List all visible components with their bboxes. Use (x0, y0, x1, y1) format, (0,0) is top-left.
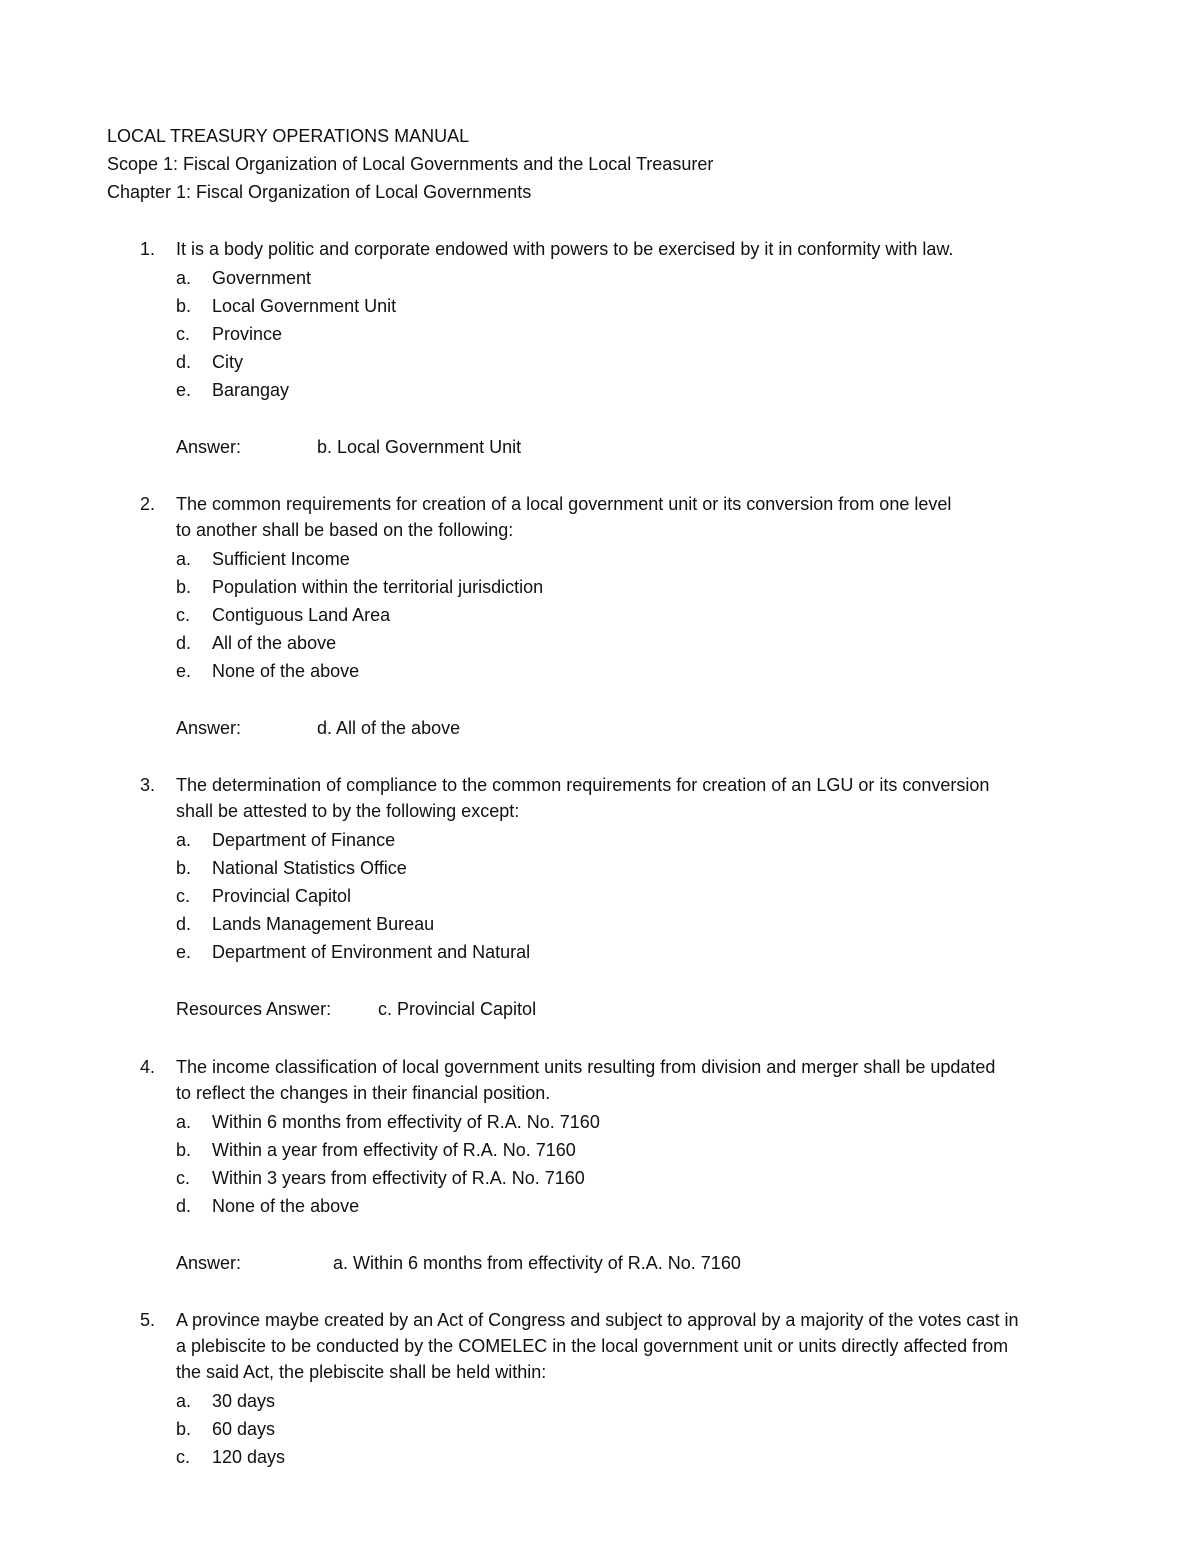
option-letter: c. (176, 324, 191, 344)
option-letter: c. (176, 605, 191, 625)
option-letter: a. (176, 1391, 192, 1411)
document-title: LOCAL TREASURY OPERATIONS MANUAL (107, 126, 470, 146)
option-item (140, 376, 1130, 404)
option-text: Department of Finance (212, 830, 396, 850)
question-line: The income classification of local government units resulting from division and merger shall be updated (176, 1057, 996, 1077)
option-list (140, 264, 1130, 404)
question-number: 3. (140, 775, 156, 795)
question-5 (140, 1307, 1130, 1471)
option-item (140, 938, 1130, 966)
question-line: It is a body politic and corporate endowed with powers to be exercised by it in conformity with law. (176, 239, 954, 259)
option-letter: a. (176, 1112, 192, 1132)
option-item (140, 882, 1130, 910)
answer-line (140, 433, 1130, 461)
option-letter: a. (176, 268, 192, 288)
answer-text: c. Provincial Capitol (378, 999, 537, 1019)
question-line: shall be attested to by the following except: (176, 801, 520, 821)
option-item (140, 854, 1130, 882)
answer-text: a. Within 6 months from effectivity of R.A. No. 7160 (333, 1253, 741, 1273)
option-text: None of the above (212, 661, 360, 681)
option-text: Provincial Capitol (212, 886, 352, 906)
option-item (140, 545, 1130, 573)
option-text: 30 days (212, 1391, 276, 1411)
question-text (176, 1054, 1130, 1106)
option-item (140, 1387, 1130, 1415)
option-letter: b. (176, 577, 192, 597)
option-list (140, 1108, 1130, 1220)
option-letter: e. (176, 661, 192, 681)
option-letter: c. (176, 1447, 191, 1467)
option-item (140, 573, 1130, 601)
option-text: Within 3 years from effectivity of R.A. No. 7160 (212, 1168, 585, 1188)
answer-label: Answer: (176, 1253, 242, 1273)
option-letter: b. (176, 1140, 192, 1160)
option-item (140, 320, 1130, 348)
question-text (176, 772, 1130, 824)
option-text: National Statistics Office (212, 858, 407, 878)
option-letter: e. (176, 380, 192, 400)
option-letter: d. (176, 914, 192, 934)
answer-text: d. All of the above (317, 718, 461, 738)
option-item (140, 1415, 1130, 1443)
option-text: None of the above (212, 1196, 360, 1216)
option-letter: d. (176, 1196, 192, 1216)
option-item (140, 264, 1130, 292)
answer-line (140, 995, 1130, 1023)
option-item (140, 1136, 1130, 1164)
option-item (140, 910, 1130, 938)
option-text: Within a year from effectivity of R.A. No. 7160 (212, 1140, 576, 1160)
question-text (176, 236, 1130, 262)
chapter-heading: Chapter 1: Fiscal Organization of Local Governments (107, 182, 532, 202)
answer-label: Answer: (176, 437, 242, 457)
option-item (140, 348, 1130, 376)
question-line: The common requirements for creation of a local government unit or its conversion from one level (176, 494, 952, 514)
option-text: Population within the territorial jurisdiction (212, 577, 544, 597)
option-item (140, 1192, 1130, 1220)
scope-heading: Scope 1: Fiscal Organization of Local Governments and the Local Treasurer (107, 154, 714, 174)
option-list (140, 1387, 1130, 1471)
option-letter: e. (176, 942, 192, 962)
option-text: Government (212, 268, 312, 288)
option-text: Department of Environment and Natural (212, 942, 531, 962)
option-list (140, 826, 1130, 966)
question-1 (140, 236, 1130, 461)
question-line: to reflect the changes in their financial position. (176, 1083, 551, 1103)
option-text: All of the above (212, 633, 337, 653)
option-letter: d. (176, 633, 192, 653)
question-line: The determination of compliance to the common requirements for creation of an LGU or its conversion (176, 775, 990, 795)
option-item (140, 1108, 1130, 1136)
option-item (140, 1164, 1130, 1192)
option-letter: d. (176, 352, 192, 372)
question-line: the said Act, the plebiscite shall be held within: (176, 1362, 547, 1382)
option-letter: b. (176, 296, 192, 316)
question-text (176, 491, 1130, 543)
option-item (140, 601, 1130, 629)
question-2 (140, 491, 1130, 742)
question-line: a plebiscite to be conducted by the COMELEC in the local government unit or units directly affected from (176, 1336, 1009, 1356)
option-letter: a. (176, 549, 192, 569)
option-text: Sufficient Income (212, 549, 350, 569)
answer-line (140, 714, 1130, 742)
option-letter: b. (176, 858, 192, 878)
option-letter: c. (176, 1168, 191, 1188)
answer-label: Answer: (176, 718, 242, 738)
answer-line (140, 1249, 1130, 1277)
option-text: 120 days (212, 1447, 286, 1467)
answer-text: b. Local Government Unit (317, 437, 522, 457)
option-item (140, 292, 1130, 320)
option-item (140, 826, 1130, 854)
option-letter: a. (176, 830, 192, 850)
question-number: 4. (140, 1057, 156, 1077)
option-item (140, 1443, 1130, 1471)
option-list (140, 545, 1130, 685)
option-letter: c. (176, 886, 191, 906)
question-number: 5. (140, 1310, 156, 1330)
question-4 (140, 1054, 1130, 1277)
option-text: Lands Management Bureau (212, 914, 435, 934)
question-line: A province maybe created by an Act of Congress and subject to approval by a majority of the votes cast in (176, 1310, 1019, 1330)
question-text (176, 1307, 1130, 1385)
question-number: 1. (140, 239, 156, 259)
option-item (140, 657, 1130, 685)
option-text: City (212, 352, 243, 372)
question-3 (140, 772, 1130, 1023)
option-text: 60 days (212, 1419, 276, 1439)
option-text: Barangay (212, 380, 290, 400)
answer-label: Resources Answer: (176, 999, 332, 1019)
option-text: Within 6 months from effectivity of R.A. No. 7160 (212, 1112, 600, 1132)
option-text: Contiguous Land Area (212, 605, 391, 625)
option-text: Province (212, 324, 283, 344)
option-letter: b. (176, 1419, 192, 1439)
option-item (140, 629, 1130, 657)
option-text: Local Government Unit (212, 296, 397, 316)
question-number: 2. (140, 494, 156, 514)
question-line: to another shall be based on the following: (176, 520, 514, 540)
